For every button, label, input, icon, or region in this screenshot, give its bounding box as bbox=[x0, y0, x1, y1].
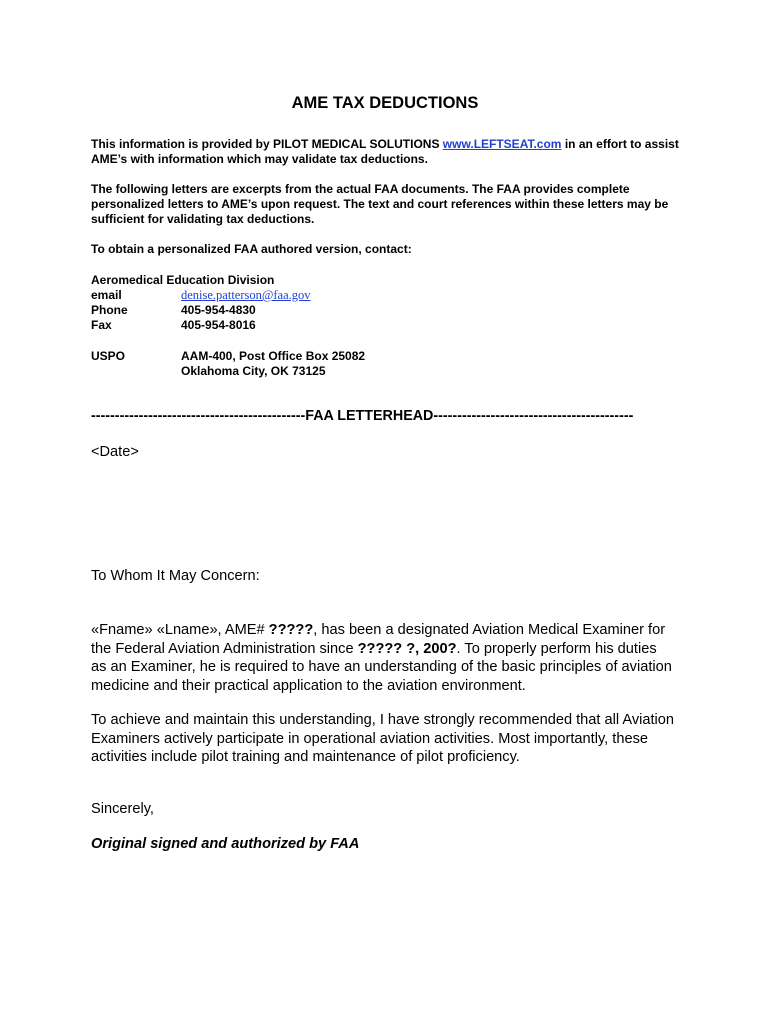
designation-date-placeholder: ????? ?, 200? bbox=[357, 640, 457, 657]
obtain-paragraph: To obtain a personalized FAA authored version, contact: bbox=[91, 242, 412, 256]
leftseat-link[interactable]: www.LEFTSEAT.com bbox=[442, 137, 562, 151]
closing: Sincerely, bbox=[91, 801, 154, 817]
fax-label: Fax bbox=[91, 318, 112, 332]
uspo-label: USPO bbox=[91, 349, 126, 363]
date-placeholder: <Date> bbox=[91, 444, 139, 460]
letterhead-divider: ---------------------------------------------FAA LETTERHEAD------------------------------------------ bbox=[91, 408, 634, 424]
email-link[interactable]: denise.patterson@faa.gov bbox=[181, 288, 311, 302]
signature-line: Original signed and authorized by FAA bbox=[91, 836, 360, 852]
uspo-line1: AAM-400, Post Office Box 25082 bbox=[181, 349, 366, 363]
letter-p1-part-e: . To properly perform his duties as an Examiner, he is required to have an understanding of the basic principles of aviation medicine and their practical application to the aviation environment. bbox=[91, 640, 672, 694]
letter-p1-part-a: «Fname» «Lname», AME# bbox=[91, 622, 269, 638]
phone-label: Phone bbox=[91, 303, 128, 317]
contact-block bbox=[91, 273, 691, 333]
letter-paragraph-1 bbox=[91, 621, 676, 695]
intro-prefix: This information is provided by PILOT MEDICAL SOLUTIONS bbox=[91, 137, 443, 151]
uspo-block bbox=[91, 349, 691, 379]
letter-paragraph-2: To achieve and maintain this understanding, I have strongly recommended that all Aviation Examiners actively participate in operational aviation activities. Most importantly, these activities include pilot training and maintenance of pilot proficiency. bbox=[91, 712, 675, 765]
phone-value: 405-954-4830 bbox=[181, 303, 256, 317]
intro-paragraph bbox=[91, 137, 691, 167]
salutation: To Whom It May Concern: bbox=[91, 568, 260, 584]
document-title: AME TAX DEDUCTIONS bbox=[291, 94, 479, 112]
division-name: Aeromedical Education Division bbox=[91, 273, 275, 287]
ame-number-placeholder: ????? bbox=[268, 622, 314, 638]
fax-value: 405-954-8016 bbox=[181, 318, 256, 332]
intro-suffix: in an effort to assist AME’s with information which may validate tax deductions. bbox=[91, 137, 679, 166]
excerpt-paragraph: The following letters are excerpts from the actual FAA documents. The FAA provides complete personalized letters to AME’s upon request. The text and court references within these letters may be sufficient for validating tax deductions. bbox=[91, 182, 669, 226]
uspo-line2: Oklahoma City, OK 73125 bbox=[181, 364, 326, 378]
letter-p1-part-c: , has been a designated Aviation Medical Examiner for the Federal Aviation Administration since bbox=[91, 622, 666, 657]
email-label: email bbox=[91, 288, 122, 302]
